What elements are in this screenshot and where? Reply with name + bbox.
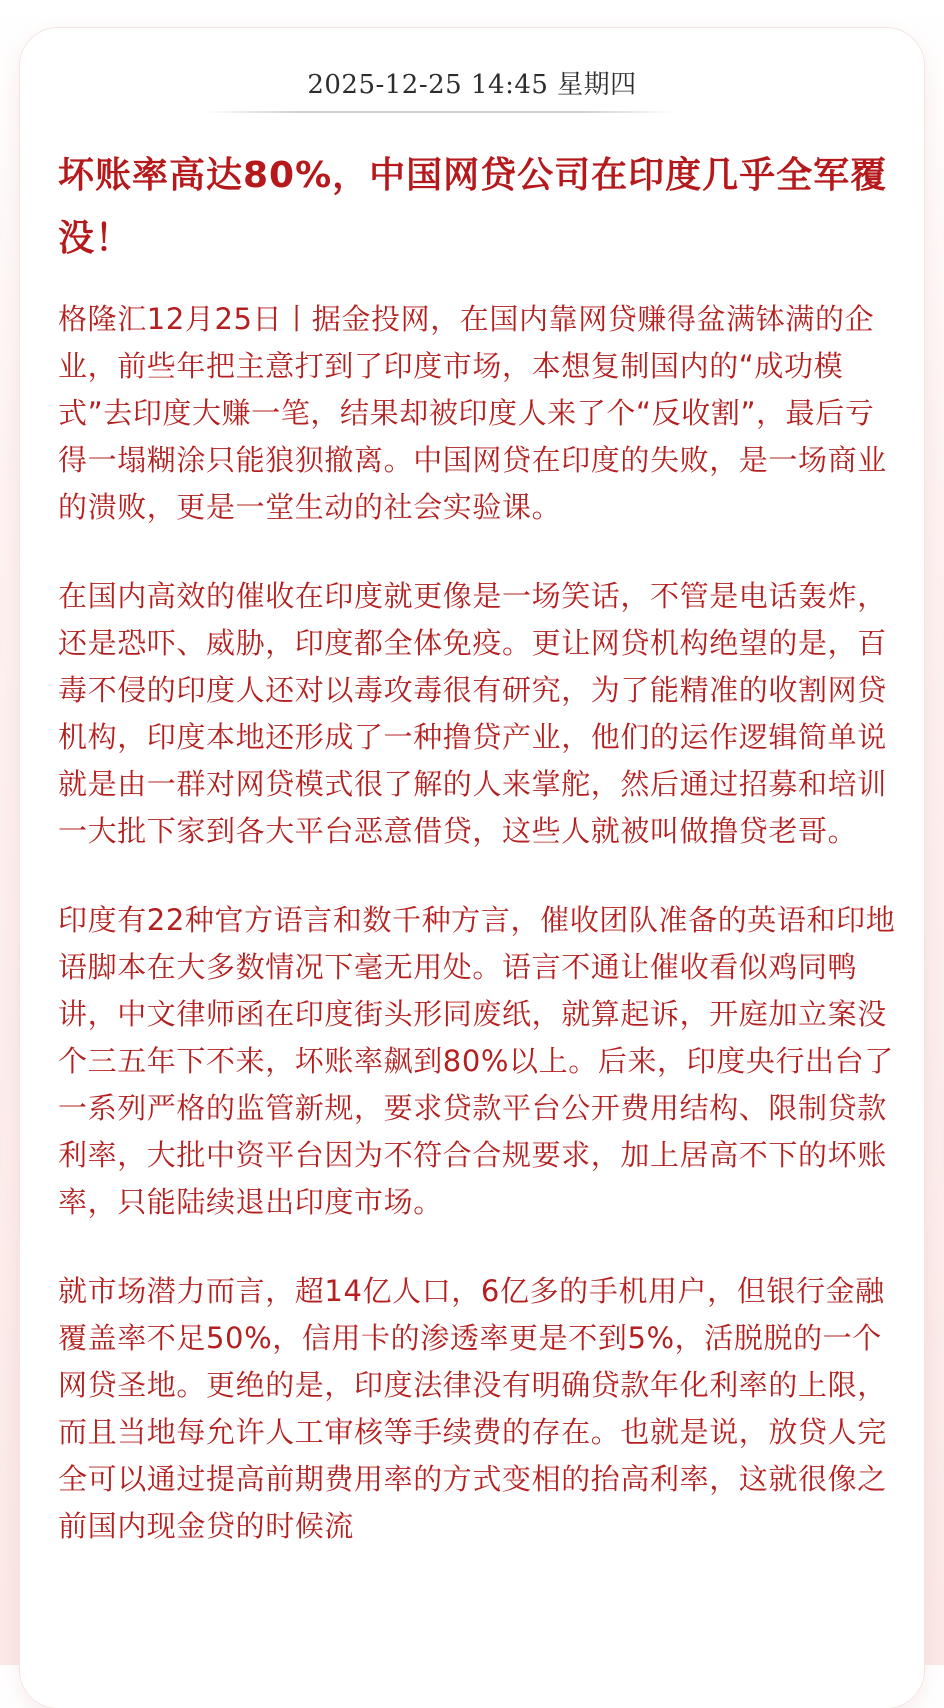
- article-body: [58, 296, 900, 1592]
- article-card: [20, 28, 924, 1708]
- header-divider: [205, 111, 675, 113]
- publish-datetime: 2025-12-25 14:45 星期四: [307, 70, 637, 100]
- paragraph-1: 格隆汇12月25日丨据金投网，在国内靠网贷赚得盆满钵满的企业，前些年把主意打到了印度市场，本想复制国内的“成功模式”去印度大赚一笔，结果却被印度人来了个“反收割”，最后亏得一塌糊涂只能狼狈撤离。中国网贷在印度的失败，是一场商业的溃败，更是一堂生动的社会实验课。: [58, 302, 887, 524]
- paragraph-2: 在国内高效的催收在印度就更像是一场笑话，不管是电话轰炸，还是恐吓、威胁，印度都全体免疫。更让网贷机构绝望的是，百毒不侵的印度人还对以毒攻毒很有研究，为了能精准的收割网贷机构，印度本地还形成了一种撸贷产业，他们的运作逻辑简单说就是由一群对网贷模式很了解的人来掌舵，然后通过招募和培训一大批下家到各大平台恶意借贷，这些人就被叫做撸贷老哥。: [58, 579, 887, 848]
- article-title: 坏账率高达80%，中国网贷公司在印度几乎全军覆没！: [58, 155, 888, 259]
- paragraph-4: 就市场潜力而言，超14亿人口，6亿多的手机用户，但银行金融覆盖率不足50%，信用卡的渗透率更是不到5%，活脱脱的一个网贷圣地。更绝的是，印度法律没有明确贷款年化利率的上限，而且当地每允许人工审核等手续费的存在。也就是说，放贷人完全可以通过提高前期费用率的方式变相的抬高利率，这就很像之前国内现金贷的时候流: [58, 1274, 887, 1543]
- paragraph-3: 印度有22种官方语言和数千种方言，催收团队准备的英语和印地语脚本在大多数情况下毫无用处。语言不通让催收看似鸡同鸭讲，中文律师函在印度街头形同废纸，就算起诉，开庭加立案没个三五年下不来，坏账率飙到80%以上。后来，印度央行出台了一系列严格的监管新规，要求贷款平台公开费用结构、限制贷款利率，大批中资平台因为不符合合规要求，加上居高不下的坏账率，只能陆续退出印度市场。: [58, 903, 896, 1219]
